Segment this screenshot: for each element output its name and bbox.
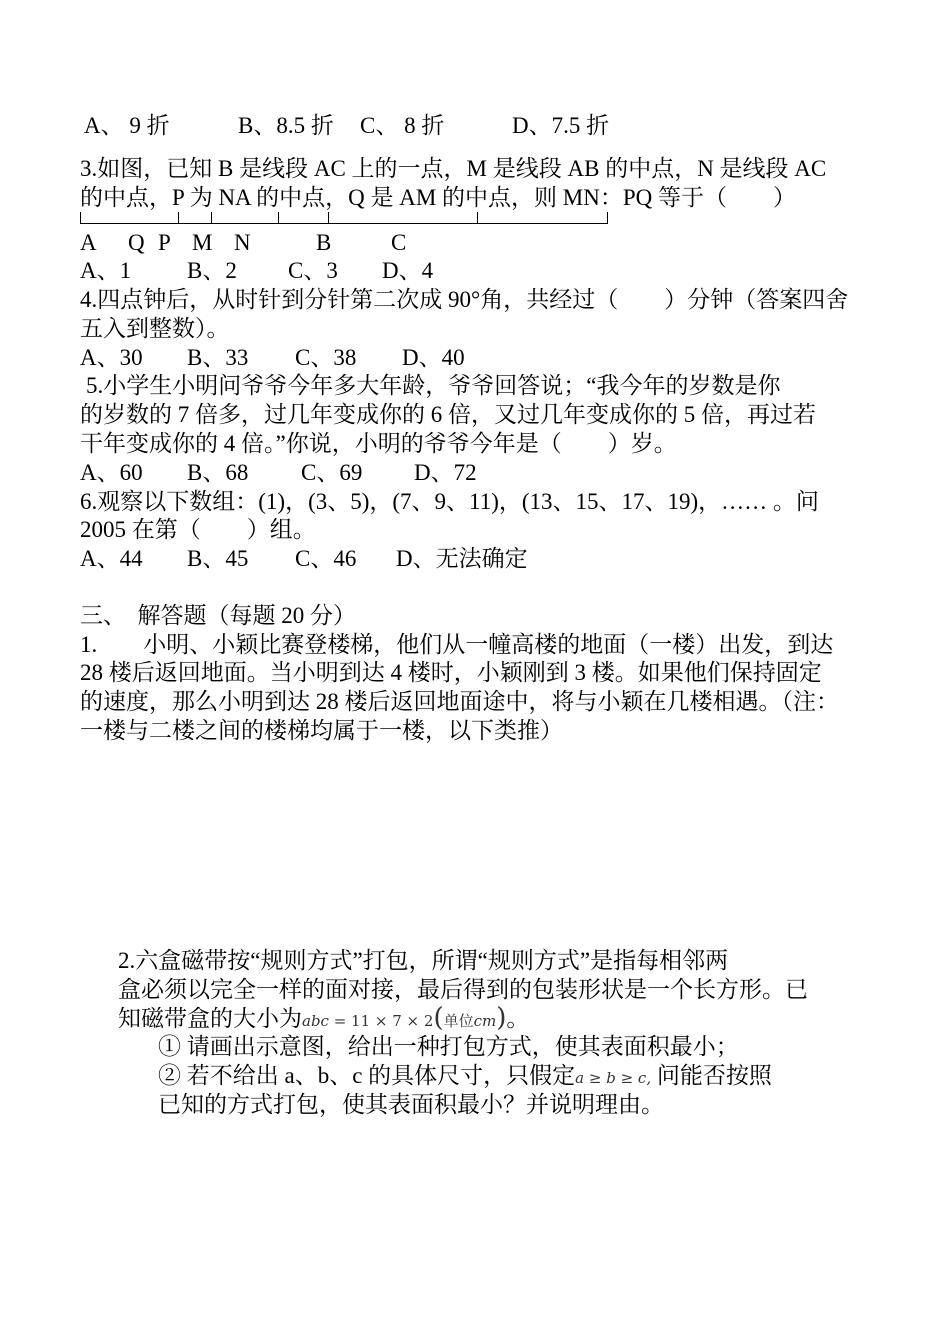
formula-unit-var: cm — [473, 1012, 497, 1030]
tick-c — [607, 212, 608, 224]
tick-b — [477, 212, 478, 224]
dimension-formula: abc = 11 × 7 × 2(单位cm) — [302, 1003, 507, 1033]
q5-option-d: D、72 — [414, 460, 477, 485]
tick-a — [80, 212, 81, 224]
problem2-line3-prefix: 知磁带盒的大小为 — [118, 1006, 302, 1031]
problem1-line3: 的速度，那么小明到达 28 楼后返回地面途中，将与小颖在几楼相遇。（注： — [80, 689, 839, 714]
problem2-line1: 2.六盒磁带按“规则方式”打包，所谓“规则方式”是指每相邻两 — [118, 948, 729, 973]
problem2-line3 — [118, 1004, 529, 1035]
section3-heading: 三、 解答题（每题 20 分） — [80, 603, 356, 628]
q3-text-line1: 3.如图，已知 B 是线段 AC 上的一点，M 是线段 AB 的中点，N 是线段 AC — [80, 156, 827, 181]
problem2-line3-suffix: 。 — [506, 1006, 530, 1031]
tick-m — [278, 212, 279, 224]
q6-option-d: D、无法确定 — [396, 546, 528, 571]
point-label-a: A — [80, 230, 97, 255]
point-label-n: N — [234, 230, 251, 255]
point-label-p: P — [158, 230, 171, 255]
q2-option-c: C、 8 折 — [360, 113, 445, 138]
q4-option-d: D、40 — [402, 345, 465, 370]
q6-text-line2: 2005 在第（ ）组。 — [80, 517, 316, 542]
problem2-sub2-prefix: ② 若不给出 a、b、c 的具体尺寸，只假定 — [158, 1063, 576, 1088]
q5-text-line2: 的岁数的 7 倍多，过几年变成你的 6 倍，又过几年变成你的 5 倍，再过若 — [80, 402, 816, 427]
q6-option-a: A、44 — [80, 546, 143, 571]
formula-rhs: = 11 × 7 × 2 — [328, 1012, 434, 1030]
problem2-sub2 — [158, 1062, 772, 1092]
q3-option-c: C、3 — [288, 258, 338, 283]
problem1-line4: 一楼与二楼之间的楼梯均属于一楼，以下类推） — [80, 718, 563, 743]
point-label-c: C — [391, 230, 407, 255]
q5-option-c: C、69 — [301, 460, 363, 485]
point-label-b: B — [316, 230, 332, 255]
q6-option-c: C、46 — [295, 546, 357, 571]
q4-text-line2: 五入到整数）。 — [80, 316, 230, 341]
q6-text-line1: 6.观察以下数组：(1)，(3、5)，(7、9、11)，(13、15、17、19)，…… 。问 — [80, 489, 819, 514]
q3-option-b: B、2 — [187, 258, 237, 283]
problem2-line2: 盒必须以完全一样的面对接，最后得到的包装形状是一个长方形。已 — [118, 977, 808, 1002]
q3-text-line2: 的中点，P 为 NA 的中点，Q 是 AM 的中点，则 MN：PQ 等于（ ） — [80, 185, 797, 210]
q2-option-b: B、8.5 折 — [238, 113, 334, 138]
inequality-formula: a ≥ b ≥ c, — [575, 1069, 652, 1087]
q5-text-line3: 干年变成你的 4 倍。”你说，小明的爷爷今年是（ ）岁。 — [80, 431, 677, 456]
problem1-line1: 1. 小明、小颖比赛登楼梯，他们从一幢高楼的地面（一楼）出发，到达 — [80, 632, 834, 657]
q4-option-b: B、33 — [187, 345, 249, 370]
point-label-q: Q — [128, 230, 145, 255]
tick-p — [211, 212, 212, 224]
problem2-sub2-line2: 已知的方式打包，使其表面积最小？并说明理由。 — [158, 1092, 664, 1117]
q4-option-c: C、38 — [295, 345, 357, 370]
q5-text-line1: 5.小学生小明问爷爷今年多大年龄，爷爷回答说；“我今年的岁数是你 — [86, 373, 781, 398]
q4-text-line1: 4.四点钟后，从时针到分针第二次成 90°角，共经过（ ）分钟（答案四舍 — [80, 287, 849, 312]
segment-ac — [80, 223, 608, 224]
tick-q — [178, 212, 179, 224]
q3-option-a: A、1 — [80, 258, 132, 283]
q3-option-d: D、4 — [382, 258, 434, 283]
problem2-sub1: ① 请画出示意图，给出一种打包方式，使其表面积最小； — [158, 1034, 739, 1059]
q2-option-d: D、7.5 折 — [512, 113, 610, 138]
q5-option-b: B、68 — [187, 460, 249, 485]
q2-option-a: A、 9 折 — [84, 113, 170, 138]
formula-lhs: abc — [302, 1012, 329, 1030]
point-label-m: M — [192, 230, 213, 255]
problem1-line2: 28 楼后返回地面。当小明到达 4 楼时，小颖刚到 3 楼。如果他们保持固定 — [80, 660, 822, 685]
q4-option-a: A、30 — [80, 345, 143, 370]
q6-option-b: B、45 — [187, 546, 249, 571]
problem2-sub2-suffix: 问能否按照 — [651, 1063, 772, 1088]
formula-unit: 单位 — [443, 1012, 474, 1030]
q5-option-a: A、60 — [80, 460, 143, 485]
tick-n — [328, 212, 329, 224]
